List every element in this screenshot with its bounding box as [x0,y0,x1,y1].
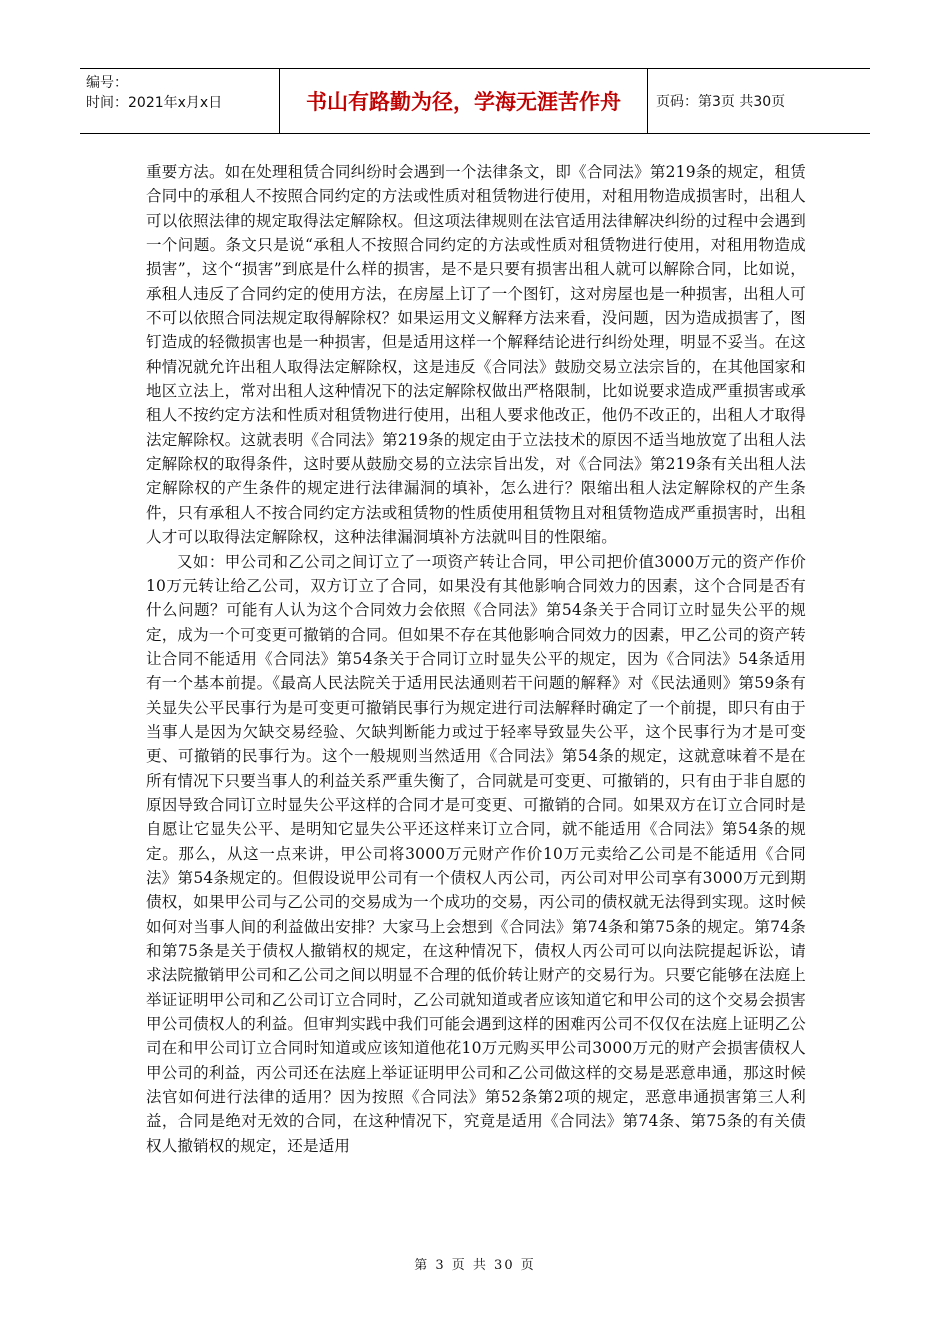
paragraph-2: 又如：甲公司和乙公司之间订立了一项资产转让合同，甲公司把价值3000万元的资产作价10万元转让给乙公司，双方订立了合同，如果没有其他影响合同效力的因素，这个合同是否有什么问题？可能有人认为这个合同效力会依照《合同法》第54条关于合同订立时显失公平的规定，成为一个可变更可撤销的合同。但如果不存在其他影响合同效力的因素，甲乙公司的资产转让合同不能适用《合同法》第54条关于合同订立时显失公平的规定，因为《合同法》54条适用有一个基本前提。《最高人民法院关于适用民法通则若干问题的解释》对《民法通则》第59条有关显失公平民事行为是可变更可撤销民事行为规定进行司法解释时确定了一个前提，即只有由于当事人是因为欠缺交易经验、欠缺判断能力或过于轻率导致显失公平，这个民事行为才是可变更、可撤销的民事行为。这个一般规则当然适用《合同法》第54条的规定，这就意味着不是在所有情况下只要当事人的利益关系严重失衡了，合同就是可变更、可撤销的，只有由于非自愿的原因导致合同订立时显失公平这样的合同才是可变更、可撤销的合同。如果双方在订立合同时是自愿让它显失公平、是明知它显失公平还这样来订立合同，就不能适用《合同法》第54条的规定。那么，从这一点来讲，甲公司将3000万元财产作价10万元卖给乙公司是不能适用《合同法》第54条规定的。但假设说甲公司有一个债权人丙公司，丙公司对甲公司享有3000万元到期债权，如果甲公司与乙公司的交易成为一个成功的交易，丙公司的债权就无法得到实现。这时候如何对当事人间的利益做出安排？大家马上会想到《合同法》第74条和第75条的规定。第74条和第75条是关于债权人撤销权的规定，在这种情况下，债权人丙公司可以向法院提起诉讼，请求法院撤销甲公司和乙公司之间以明显不合理的低价转让财产的交易行为。只要它能够在法庭上举证证明甲公司和乙公司订立合同时，乙公司就知道或者应该知道它和甲公司的这个交易会损害甲公司债权人的利益。但审判实践中我们可能会遇到这样的困难丙公司不仅仅在法庭上证明乙公司在和甲公司订立合同时知道或应该知道他花10万元购买甲公司3000万元的财产会损害债权人甲公司的利益，丙公司还在法庭上举证证明甲公司和乙公司做这样的交易是恶意串通，那这时候法官如何进行法律的适用？因为按照《合同法》第52条第2项的规定，恶意串通损害第三人利益，合同是绝对无效的合同，在这种情况下，究竟是适用《合同法》第74条、第75条的有关债权人撤销权的规定，还是适用 [146,552,806,1155]
header-page-info: 页码：第3页 共30页 [656,94,786,110]
page-footer: 第 3 页 共 30 页 [414,1258,536,1273]
header-left-cell [80,69,280,133]
body-text [146,160,806,1158]
date-label: 时间：2021年x月x日 [86,95,223,111]
number-label: 编号： [86,75,128,91]
paragraph-1: 重要方法。如在处理租赁合同纠纷时会遇到一个法律条文，即《合同法》第219条的规定，租赁合同中的承租人不按照合同约定的方法或性质对租赁物进行使用，对租用物造成损害时，出租人可以依照法律的规定取得法定解除权。但这项法律规则在法官适用法律解决纠纷的过程中会遇到一个问题。条文只是说“承租人不按照合同约定的方法或性质对租赁物进行使用，对租用物造成损害”，这个“损害”到底是什么样的损害，是不是只要有损害出租人就可以解除合同，比如说，承租人违反了合同约定的使用方法，在房屋上订了一个图钉，这对房屋也是一种损害，出租人可不可以依照合同法规定取得解除权？如果运用文义解释方法来看，没问题，因为造成损害了，图钉造成的轻微损害也是一种损害，但是适用这样一个解释结论进行纠纷处理，明显不妥当。在这种情况就允许出租人取得法定解除权，这是违反《合同法》鼓励交易立法宗旨的，在其他国家和地区立法上，常对出租人这种情况下的法定解除权做出严格限制，比如说要求造成严重损害或承租人不按约定方法和性质对租赁物进行使用，出租人要求他改正，他仍不改正的，出租人才取得法定解除权。这就表明《合同法》第219条的规定由于立法技术的原因不适当地放宽了出租人法定解除权的取得条件，这时要从鼓励交易的立法宗旨出发，对《合同法》第219条有关出租人法定解除权的产生条件的规定进行法律漏洞的填补，怎么进行？限缩出租人法定解除权的产生条件，只有承租人不按合同约定方法或租赁物的性质使用租赁物且对租赁物造成严重损害时，出租人才可以取得法定解除权，这种法律漏洞填补方法就叫目的性限缩。 [146,163,806,547]
page-header [80,68,870,134]
header-motto: 书山有路勤为径，学海无涯苦作舟 [280,69,648,133]
